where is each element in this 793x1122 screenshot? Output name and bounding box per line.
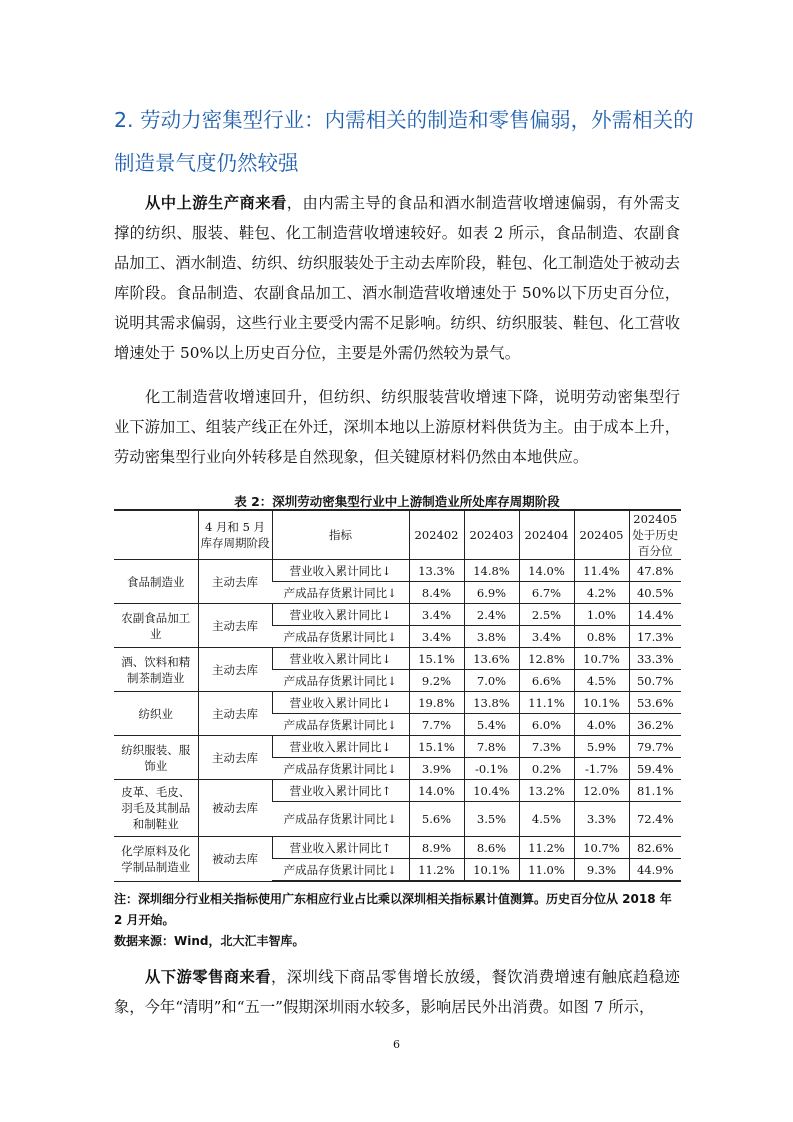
value-cell: 3.8% [464, 626, 519, 648]
value-cell: 7.7% [409, 714, 464, 736]
value-cell: 19.8% [409, 692, 464, 714]
value-cell: 8.9% [409, 837, 464, 859]
value-cell: 4.0% [574, 714, 629, 736]
value-cell: 14.8% [464, 560, 519, 582]
metric-cell: 营业收入累计同比↓ [272, 736, 409, 758]
table-row [114, 736, 681, 758]
value-cell: 14.0% [519, 560, 574, 582]
value-cell: 6.7% [519, 582, 574, 604]
percentile-cell: 50.7% [629, 670, 681, 692]
header-metric: 指标 [272, 510, 409, 560]
value-cell: 8.4% [409, 582, 464, 604]
value-cell: 2.4% [464, 604, 519, 626]
value-cell: 3.4% [409, 626, 464, 648]
note-text: 注：深圳细分行业相关指标使用广东相应行业占比乘以深圳相关指标累计值测算。历史百分位从 2018 年 2 月开始。 [114, 892, 672, 927]
percentile-cell: 82.6% [629, 837, 681, 859]
percentile-cell: 53.6% [629, 692, 681, 714]
paragraph-body: ，由内需主导的食品和酒水制造营收增速偏弱，有外需支撑的纺织、服装、鞋包、化工制造营收增速较好。如表 2 所示，食品制造、农副食品加工、酒水制造、纺织、纺织服装处于主动去库阶段，鞋包、化工制造处于被动去库阶段。食品制造、农副食品加工、酒水制造营收增速处于 50%以下历史百分位，说明其需求偏弱，这些行业主要受内需不足影响。纺织、纺织服装、鞋包、化工营收增速处于 50%以上历史百分位，主要是外需仍然较为景气。 [114, 194, 680, 362]
value-cell: 8.6% [464, 837, 519, 859]
value-cell: 7.8% [464, 736, 519, 758]
percentile-cell: 72.4% [629, 802, 681, 837]
value-cell: 3.4% [519, 626, 574, 648]
value-cell: -1.7% [574, 758, 629, 780]
industry-cell: 食品制造业 [114, 560, 198, 604]
value-cell: 9.3% [574, 859, 629, 882]
header-period: 202403 [464, 510, 519, 560]
value-cell: 3.3% [574, 802, 629, 837]
value-cell: 13.2% [519, 780, 574, 802]
percentile-cell: 36.2% [629, 714, 681, 736]
stage-cell: 主动去库 [198, 604, 272, 648]
value-cell: 5.9% [574, 736, 629, 758]
value-cell: 11.4% [574, 560, 629, 582]
metric-cell: 产成品存货累计同比↓ [272, 582, 409, 604]
value-cell: 4.5% [574, 670, 629, 692]
value-cell: 6.0% [519, 714, 574, 736]
percentile-cell: 44.9% [629, 859, 681, 882]
table-row [114, 837, 681, 859]
value-cell: 11.2% [409, 859, 464, 882]
value-cell: 0.2% [519, 758, 574, 780]
value-cell: 14.0% [409, 780, 464, 802]
header-period: 202404 [519, 510, 574, 560]
industry-cell: 化学原料及化学制品制造业 [114, 837, 198, 882]
percentile-cell: 40.5% [629, 582, 681, 604]
value-cell: 2.5% [519, 604, 574, 626]
value-cell: 6.6% [519, 670, 574, 692]
stage-cell: 主动去库 [198, 692, 272, 736]
value-cell: 5.4% [464, 714, 519, 736]
value-cell: 7.0% [464, 670, 519, 692]
stage-cell: 被动去库 [198, 780, 272, 837]
industry-cell: 农副食品加工业 [114, 604, 198, 648]
stage-cell: 主动去库 [198, 648, 272, 692]
percentile-cell: 14.4% [629, 604, 681, 626]
section-heading-line1: 2. 劳动力密集型行业：内需相关的制造和零售偏弱，外需相关的 [114, 108, 694, 132]
percentile-cell: 79.7% [629, 736, 681, 758]
stage-cell: 主动去库 [198, 560, 272, 604]
value-cell: 13.8% [464, 692, 519, 714]
header-period: 202405 [574, 510, 629, 560]
metric-cell: 营业收入累计同比↓ [272, 560, 409, 582]
table-row [114, 692, 681, 714]
value-cell: 3.5% [464, 802, 519, 837]
header-stage: 4 月和 5 月库存周期阶段 [198, 510, 272, 560]
value-cell: 13.6% [464, 648, 519, 670]
metric-cell: 营业收入累计同比↑ [272, 837, 409, 859]
section-heading-line2: 制造景气度仍然较强 [114, 151, 299, 175]
paragraph-body: ，深圳线下商品零售增长放缓，餐饮消费增速有触底趋稳迹象，今年“清明”和“五一”假期深圳雨水较多，影响居民外出消费。如图 7 所示， [114, 968, 680, 1016]
value-cell: 10.1% [574, 692, 629, 714]
industry-cell: 酒、饮料和精制茶制造业 [114, 648, 198, 692]
metric-cell: 产成品存货累计同比↓ [272, 802, 409, 837]
table-row [114, 780, 681, 802]
percentile-cell: 59.4% [629, 758, 681, 780]
metric-cell: 产成品存货累计同比↓ [272, 758, 409, 780]
data-source: 数据来源：Wind，北大汇丰智库。 [114, 934, 305, 948]
inventory-cycle-table [114, 509, 681, 882]
value-cell: 12.8% [519, 648, 574, 670]
metric-cell: 营业收入累计同比↑ [272, 780, 409, 802]
table-row [114, 604, 681, 626]
value-cell: 0.8% [574, 626, 629, 648]
header-percentile: 202405 处于历史百分位 [629, 510, 681, 560]
value-cell: 13.3% [409, 560, 464, 582]
value-cell: 9.2% [409, 670, 464, 692]
value-cell: 3.4% [409, 604, 464, 626]
industry-cell: 皮革、毛皮、羽毛及其制品和制鞋业 [114, 780, 198, 837]
value-cell: 4.2% [574, 582, 629, 604]
value-cell: 10.1% [464, 859, 519, 882]
industry-cell: 纺织服装、服饰业 [114, 736, 198, 780]
stage-cell: 主动去库 [198, 736, 272, 780]
metric-cell: 营业收入累计同比↓ [272, 604, 409, 626]
paragraph-downstream [114, 962, 680, 1022]
value-cell: 5.6% [409, 802, 464, 837]
percentile-cell: 33.3% [629, 648, 681, 670]
table-header-row [114, 510, 681, 560]
value-cell: 12.0% [574, 780, 629, 802]
value-cell: -0.1% [464, 758, 519, 780]
paragraph-lead: 从下游零售商来看 [145, 968, 271, 986]
percentile-cell: 81.1% [629, 780, 681, 802]
value-cell: 1.0% [574, 604, 629, 626]
value-cell: 10.7% [574, 648, 629, 670]
metric-cell: 营业收入累计同比↓ [272, 648, 409, 670]
value-cell: 6.9% [464, 582, 519, 604]
industry-cell: 纺织业 [114, 692, 198, 736]
header-industry [114, 510, 198, 560]
header-period: 202402 [409, 510, 464, 560]
metric-cell: 营业收入累计同比↓ [272, 692, 409, 714]
percentile-cell: 17.3% [629, 626, 681, 648]
table-row [114, 648, 681, 670]
percentile-cell: 47.8% [629, 560, 681, 582]
value-cell: 11.0% [519, 859, 574, 882]
value-cell: 4.5% [519, 802, 574, 837]
value-cell: 15.1% [409, 648, 464, 670]
value-cell: 15.1% [409, 736, 464, 758]
metric-cell: 产成品存货累计同比↓ [272, 670, 409, 692]
table-row [114, 560, 681, 582]
value-cell: 11.1% [519, 692, 574, 714]
value-cell: 7.3% [519, 736, 574, 758]
page-number: 6 [393, 1038, 400, 1051]
metric-cell: 产成品存货累计同比↓ [272, 859, 409, 882]
value-cell: 3.9% [409, 758, 464, 780]
metric-cell: 产成品存货累计同比↓ [272, 626, 409, 648]
table-note [114, 889, 680, 952]
value-cell: 10.4% [464, 780, 519, 802]
value-cell: 10.7% [574, 837, 629, 859]
metric-cell: 产成品存货累计同比↓ [272, 714, 409, 736]
paragraph-lead: 从中上游生产商来看 [145, 194, 287, 212]
value-cell: 11.2% [519, 837, 574, 859]
paragraph-upstream [114, 188, 680, 368]
paragraph-chemical: 化工制造营收增速回升，但纺织、纺织服装营收增速下降，说明劳动密集型行业下游加工、组装产线正在外迁，深圳本地以上游原材料供货为主。由于成本上升，劳动密集型行业向外转移是自然现象，但关键原材料仍然由本地供应。 [114, 388, 680, 466]
stage-cell: 被动去库 [198, 837, 272, 882]
table-title: 表 2：深圳劳动密集型行业中上游制造业所处库存周期阶段 [234, 494, 560, 509]
